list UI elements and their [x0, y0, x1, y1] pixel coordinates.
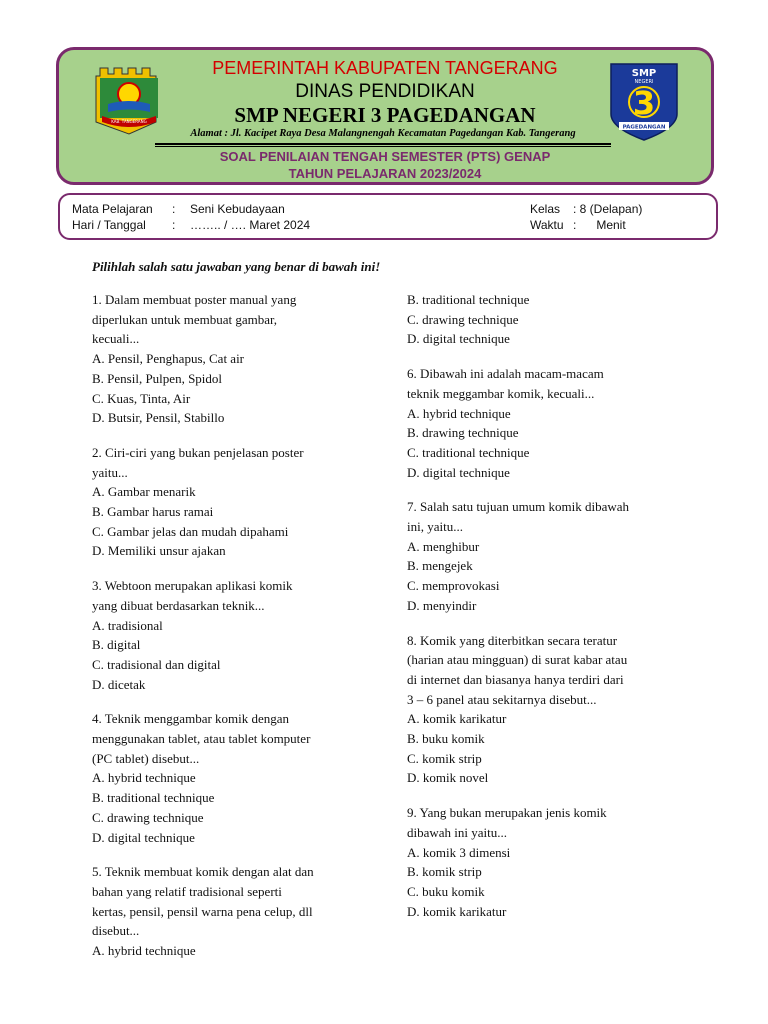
answer-option: B. Pensil, Pulpen, Spidol — [92, 370, 223, 386]
answer-option: A. Pensil, Penghapus, Cat air — [92, 351, 245, 367]
answer-option: A. hybrid technique — [92, 770, 196, 786]
answer-option: C. buku komik — [407, 883, 485, 899]
questions-column-right — [407, 290, 697, 936]
question-text: 3. Webtoon merupakan aplikasi komik — [92, 578, 293, 594]
school-name: SMP NEGERI 3 PAGEDANGAN — [234, 103, 536, 127]
question-text: yang dibuat berdasarkan teknik... — [92, 597, 265, 613]
exam-title: SOAL PENILAIAN TENGAH SEMESTER (PTS) GENAP — [219, 149, 551, 164]
answer-option: A. menghibur — [407, 538, 480, 554]
exam-info-box — [58, 193, 718, 240]
answer-option: A. hybrid technique — [407, 405, 511, 421]
answer-option: B. buku komik — [407, 731, 485, 747]
answer-option: B. traditional technique — [92, 790, 215, 806]
answer-option: B. digital — [92, 637, 141, 653]
answer-option: D. Memiliki unsur ajakan — [92, 543, 226, 559]
date-value: …….. / …. Maret 2024 — [190, 218, 311, 232]
question-text: yaitu... — [92, 464, 128, 480]
answer-option: D. komik karikatur — [407, 903, 507, 919]
question-text: (harian atau mingguan) di surat kabar atau — [407, 652, 628, 668]
question-block — [92, 443, 382, 561]
government-name: PEMERINTAH KABUPATEN TANGERANG — [212, 58, 558, 78]
svg-text:SMP: SMP — [631, 68, 657, 79]
answer-option: C. tradisional dan digital — [92, 656, 221, 672]
question-text: bahan yang relatif tradisional seperti — [92, 883, 282, 899]
question-block — [92, 709, 382, 847]
department-name: DINAS PENDIDIKAN — [295, 81, 475, 102]
answer-option: D. Butsir, Pensil, Stabillo — [92, 410, 225, 426]
question-block — [407, 803, 697, 921]
answer-option: D. digital technique — [407, 331, 510, 347]
question-text: di internet dan biasanya hanya terdiri dari — [407, 671, 624, 687]
date-label: Hari / Tanggal — [72, 218, 146, 232]
question-block — [92, 862, 382, 961]
answer-option: B. komik strip — [407, 864, 482, 880]
question-text: menggunakan tablet, atau tablet komputer — [92, 731, 311, 747]
answer-option: D. digital technique — [407, 464, 510, 480]
subject-value: Seni Kebudayaan — [190, 202, 285, 216]
answer-option: C. drawing technique — [407, 311, 519, 327]
question-block — [92, 290, 382, 428]
answer-option: A. komik 3 dimensi — [407, 844, 511, 860]
exam-year: TAHUN PELAJARAN 2023/2024 — [288, 166, 482, 181]
answer-option: D. komik novel — [407, 770, 489, 786]
answer-option: B. mengejek — [407, 558, 473, 574]
svg-text:NEGERI: NEGERI — [634, 79, 654, 85]
question-text: disebut... — [92, 923, 140, 939]
answer-option: D. digital technique — [92, 829, 195, 845]
question-text: 7. Salah satu tujuan umum komik dibawah — [407, 499, 630, 515]
question-block — [92, 576, 382, 694]
question-text: 2. Ciri-ciri yang bukan penjelasan poster — [92, 444, 304, 460]
subject-separator: : — [172, 202, 176, 216]
answer-option: C. Gambar jelas dan mudah dipahami — [92, 523, 289, 539]
question-block — [407, 497, 697, 615]
letterhead-rule-thin — [155, 146, 611, 147]
class-value: : 8 (Delapan) — [573, 202, 643, 216]
answer-option: C. traditional technique — [407, 444, 530, 460]
question-text: 4. Teknik menggambar komik dengan — [92, 711, 290, 727]
answer-option: C. Kuas, Tinta, Air — [92, 390, 191, 406]
svg-text:PAGEDANGAN: PAGEDANGAN — [622, 124, 666, 131]
answer-option: A. tradisional — [92, 617, 163, 633]
question-text: dibawah ini yaitu... — [407, 824, 508, 840]
question-text: teknik meggambar komik, kecuali... — [407, 385, 595, 401]
answer-option: C. memprovokasi — [407, 578, 500, 594]
letterhead — [56, 47, 714, 185]
answer-option: C. drawing technique — [92, 809, 204, 825]
letterhead-rule — [155, 143, 611, 145]
question-text: diperlukan untuk membuat gambar, — [92, 311, 278, 327]
date-separator: : — [172, 218, 176, 232]
class-label: Kelas — [530, 202, 561, 216]
answer-option: D. dicetak — [92, 676, 146, 692]
time-label: Waktu — [530, 218, 564, 232]
question-text: 5. Teknik membuat komik dengan alat dan — [92, 864, 314, 880]
question-text: ini, yaitu... — [407, 519, 463, 535]
question-text: kertas, pensil, pensil warna pena celup, dll — [92, 903, 313, 919]
svg-text:3: 3 — [632, 84, 656, 122]
question-text: 1. Dalam membuat poster manual yang — [92, 292, 297, 307]
answer-option: B. drawing technique — [407, 425, 519, 441]
school-address: Alamat : Jl. Kacipet Raya Desa Malangnengah Kecamatan Pagedangan Kab. Tangerang — [190, 128, 576, 139]
instruction-text: Pilihlah salah satu jawaban yang benar di bawah ini! — [92, 259, 381, 274]
question-text: (PC tablet) disebut... — [92, 750, 200, 766]
questions-column-left — [92, 290, 382, 976]
answer-option: C. komik strip — [407, 750, 482, 766]
question-text: 9. Yang bukan merupakan jenis komik — [407, 805, 607, 821]
question-block — [407, 290, 697, 349]
subject-label: Mata Pelajaran — [72, 202, 153, 216]
answer-option: A. Gambar menarik — [92, 484, 196, 500]
answer-option: A. hybrid technique — [92, 943, 196, 959]
answer-option: B. Gambar harus ramai — [92, 504, 214, 520]
answer-option: A. komik karikatur — [407, 711, 507, 727]
question-text: 3 – 6 panel atau sekitarnya disebut... — [407, 691, 597, 707]
school-logo-icon — [607, 62, 681, 142]
time-value: : Menit — [573, 218, 626, 232]
answer-option: D. menyindir — [407, 597, 477, 613]
question-text: 8. Komik yang diterbitkan secara teratur — [407, 632, 618, 648]
question-text: kecuali... — [92, 331, 140, 347]
question-block — [407, 364, 697, 482]
answer-option: B. traditional technique — [407, 292, 530, 307]
svg-text:KAB. TANGERANG: KAB. TANGERANG — [111, 119, 147, 124]
question-block — [407, 631, 697, 789]
question-text: 6. Dibawah ini adalah macam-macam — [407, 366, 604, 382]
